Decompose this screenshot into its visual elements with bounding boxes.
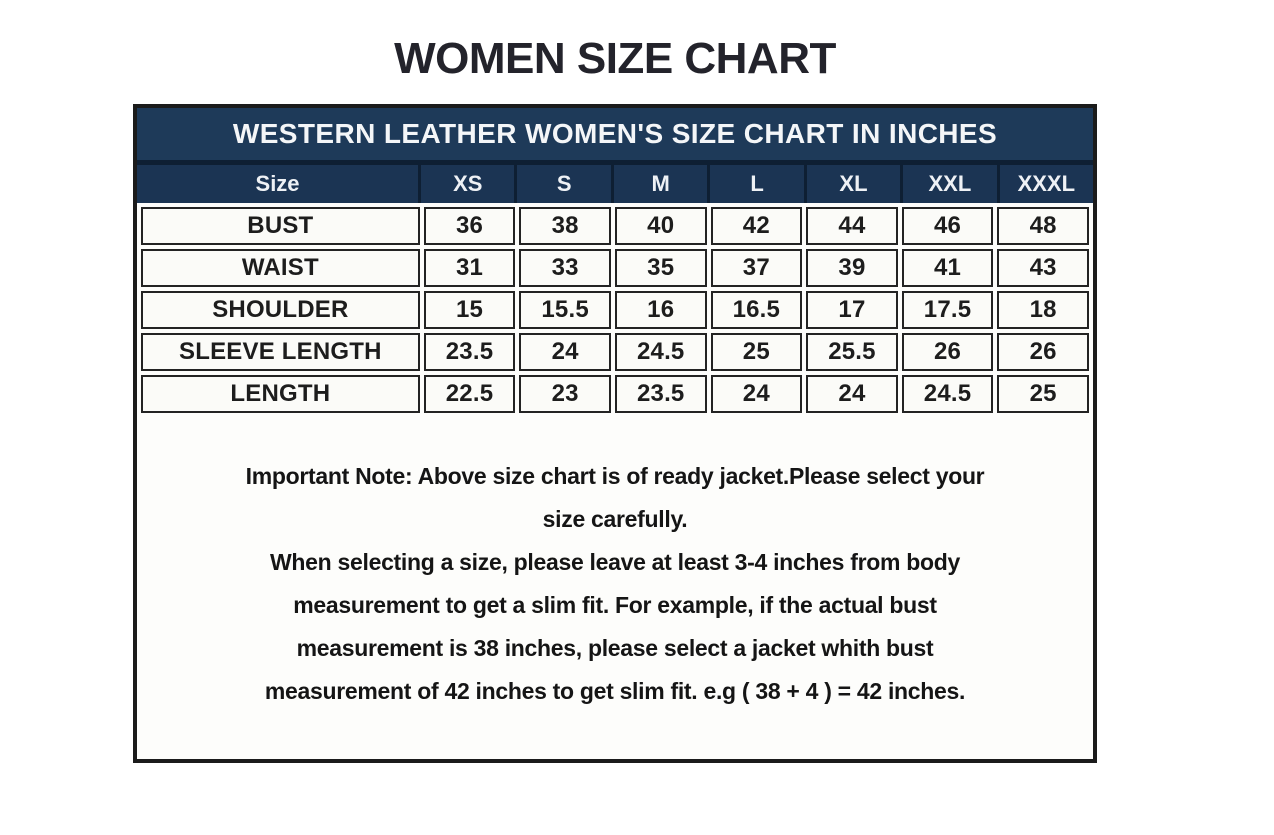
note-line: measurement of 42 inches to get slim fit. e.g ( 38 + 4 ) = 42 inches. [264,678,966,704]
page-title: WOMEN SIZE CHART [394,34,836,83]
size-value-cell: 23.5 [424,333,516,371]
column-header-m: M [611,165,707,203]
size-value-cell: 37 [711,249,803,287]
size-value-cell: 35 [615,249,707,287]
row-label: BUST [141,207,420,245]
size-value-cell: 23.5 [615,375,707,413]
size-value-cell: 38 [519,207,611,245]
size-value-cell: 23 [519,375,611,413]
row-label: LENGTH [141,375,420,413]
note-line: Important Note: Above size chart is of ready jacket.Please select your [245,463,985,489]
column-header-xxxl: XXXL [997,165,1093,203]
size-value-cell: 16.5 [711,291,803,329]
size-value-cell: 16 [615,291,707,329]
size-value-cell: 46 [902,207,994,245]
row-label: SHOULDER [141,291,420,329]
size-value-cell: 24 [519,333,611,371]
size-value-cell: 25 [711,333,803,371]
table-row [141,249,1089,287]
important-note [137,417,1093,759]
size-value-cell: 31 [424,249,516,287]
size-value-cell: 43 [997,249,1089,287]
size-value-cell: 24.5 [615,333,707,371]
table-row [141,291,1089,329]
chart-header-title: WESTERN LEATHER WOMEN'S SIZE CHART IN INCHES [232,118,998,149]
size-value-cell: 15.5 [519,291,611,329]
size-value-cell: 25.5 [806,333,898,371]
size-value-cell: 48 [997,207,1089,245]
row-label: WAIST [141,249,420,287]
size-value-cell: 24.5 [902,375,994,413]
size-value-cell: 22.5 [424,375,516,413]
size-value-cell: 17 [806,291,898,329]
page [133,34,1097,763]
column-header-xs: XS [418,165,514,203]
table-row [141,207,1089,245]
size-value-cell: 26 [902,333,994,371]
note-line: When selecting a size, please leave at least 3-4 inches from body [270,549,960,575]
size-value-cell: 44 [806,207,898,245]
column-header-xl: XL [804,165,900,203]
chart-header-bar [137,108,1093,165]
size-value-cell: 42 [711,207,803,245]
column-header-s: S [514,165,610,203]
size-value-cell: 36 [424,207,516,245]
size-value-cell: 24 [711,375,803,413]
note-line: measurement to get a slim fit. For example, if the actual bust [293,592,937,618]
size-value-cell: 40 [615,207,707,245]
table-row [141,375,1089,413]
size-value-cell: 33 [519,249,611,287]
size-chart-box [133,104,1097,763]
size-value-cell: 18 [997,291,1089,329]
size-value-cell: 25 [997,375,1089,413]
note-line: size carefully. [542,506,688,532]
row-label: SLEEVE LENGTH [141,333,420,371]
size-value-cell: 39 [806,249,898,287]
table-row [141,333,1089,371]
size-value-cell: 41 [902,249,994,287]
size-value-cell: 17.5 [902,291,994,329]
column-header-row [137,165,1093,203]
note-line: measurement is 38 inches, please select a jacket whith bust [296,635,934,661]
size-table [137,203,1093,417]
size-value-cell: 15 [424,291,516,329]
size-value-cell: 26 [997,333,1089,371]
column-header-l: L [707,165,803,203]
column-header-xxl: XXL [900,165,996,203]
column-header-size: Size [255,171,300,196]
size-value-cell: 24 [806,375,898,413]
